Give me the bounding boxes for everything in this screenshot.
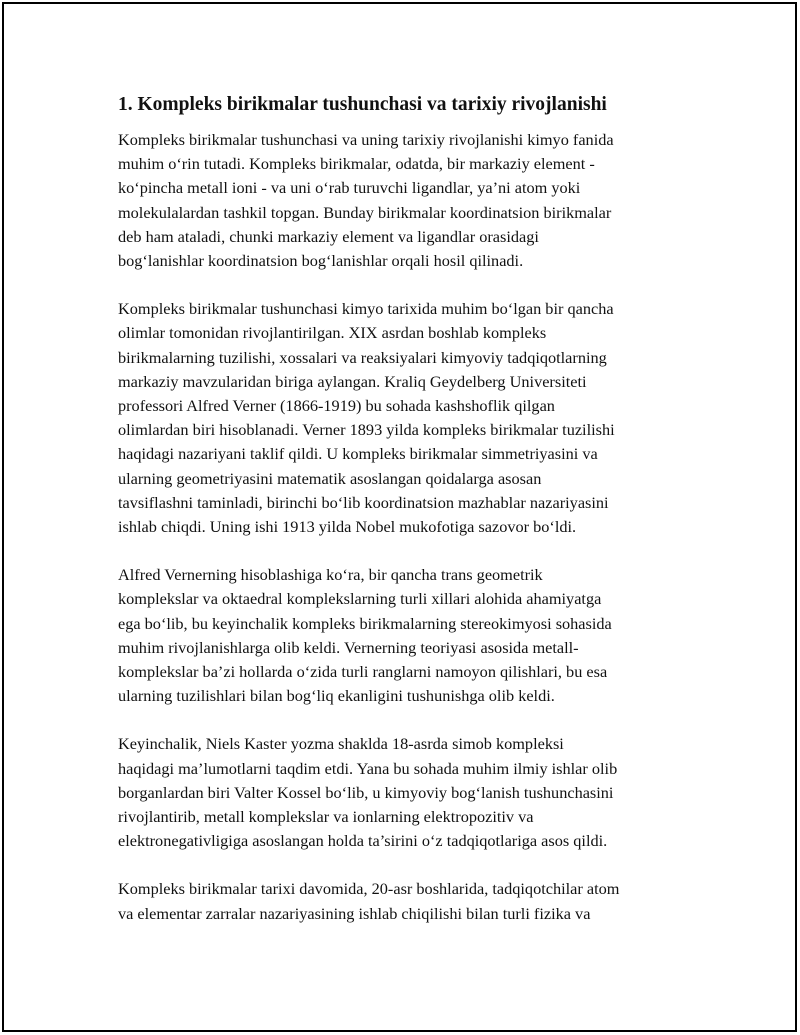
paragraph-line: ularning geometriyasini matematik asoslangan qoidalarga asosan: [118, 468, 542, 488]
paragraph-list: [118, 128, 698, 926]
paragraph: [118, 877, 698, 925]
paragraph-line: Keyinchalik, Niels Kaster yozma shaklda 18-asrda simob kompleksi: [118, 734, 564, 754]
paragraph: [118, 297, 698, 539]
paragraph-line: professori Alfred Verner (1866-1919) bu sohada kashshoflik qilgan: [118, 396, 555, 416]
paragraph-line: va elementar zarralar nazariyasining ishlab chiqilishi bilan turli fizika va: [118, 903, 591, 923]
paragraph-line: rivojlantirib, metall komplekslar va ionlarning elektropozitiv va: [118, 807, 534, 827]
paragraph-line: olimlardan biri hisoblanadi. Verner 1893 yilda kompleks birikmalar tuzilishi: [118, 420, 615, 440]
paragraph-line: Kompleks birikmalar tarixi davomida, 20-asr boshlarida, tadqiqotchilar atom: [118, 879, 620, 899]
paragraph-line: muhim o‘rin tutadi. Kompleks birikmalar, odatda, bir markaziy element -: [118, 154, 595, 174]
paragraph-line: Kompleks birikmalar tushunchasi va uning tarixiy rivojlanishi kimyo fanida: [118, 130, 614, 149]
paragraph-line: Alfred Vernerning hisoblashiga ko‘ra, bir qancha trans geometrik: [118, 565, 543, 585]
paragraph-line: ishlab chiqdi. Uning ishi 1913 yilda Nobel mukofotiga sazovor bo‘ldi.: [118, 517, 577, 537]
paragraph-line: elektronegativligiga asoslangan holda ta’sirini o‘z tadqiqotlariga asos qildi.: [118, 831, 608, 851]
paragraph-line: muhim rivojlanishlarga olib keldi. Vernerning teoriyasi asosida metall-: [118, 637, 579, 657]
paragraph: [118, 128, 698, 273]
paragraph-line: borganlardan biri Valter Kossel bo‘lib, u kimyoviy bog‘lanish tushunchasini: [118, 782, 614, 802]
paragraph-line: markaziy mavzularidan biriga aylangan. Kraliq Geydelberg Universiteti: [118, 371, 587, 391]
paragraph-line: komplekslar va oktaedral komplekslarning turli xillari alohida ahamiyatga: [118, 589, 602, 609]
paragraph-line: olimlar tomonidan rivojlantirilgan. XIX asrdan boshlab kompleks: [118, 323, 547, 343]
paragraph-line: molekulalardan tashkil topgan. Bunday birikmalar koordinatsion birikmalar: [118, 202, 612, 222]
paragraph: [118, 563, 698, 708]
section-heading: 1. Kompleks birikmalar tushunchasi va tarixiy rivojlanishi: [118, 94, 607, 115]
paragraph-line: tavsiflashni taminladi, birinchi bo‘lib koordinatsion mazhablar nazariyasini: [118, 492, 609, 512]
paragraph-line: Kompleks birikmalar tushunchasi kimyo tarixida muhim bo‘lgan bir qancha: [118, 299, 614, 319]
paragraph-line: ularning tuzilishlari bilan bog‘liq ekanligini tushunishga olib keldi.: [118, 686, 555, 706]
paragraph-line: haqidagi nazariyani taklif qildi. U kompleks birikmalar simmetriyasini va: [118, 444, 598, 464]
paragraph-line: deb ham ataladi, chunki markaziy element va ligandlar orasidagi: [118, 226, 539, 246]
paragraph-line: haqidagi ma’lumotlarni taqdim etdi. Yana bu sohada muhim ilmiy ishlar olib: [118, 758, 618, 778]
paragraph-line: birikmalarning tuzilishi, xossalari va reaksiyalari kimyoviy tadqiqotlarning: [118, 347, 607, 367]
paragraph-line: bog‘lanishlar koordinatsion bog‘lanishlar orqali hosil qilinadi.: [118, 251, 524, 271]
document-body: [118, 92, 698, 950]
paragraph: [118, 732, 698, 853]
paragraph-line: komplekslar ba’zi hollarda o‘zida turli ranglarni namoyon qilishlari, bu esa: [118, 662, 608, 682]
paragraph-line: ko‘pincha metall ioni - va uni o‘rab turuvchi ligandlar, ya’ni atom yoki: [118, 178, 581, 198]
paragraph-line: ega bo‘lib, bu keyinchalik kompleks birikmalarning stereokimyosi sohasida: [118, 613, 612, 633]
